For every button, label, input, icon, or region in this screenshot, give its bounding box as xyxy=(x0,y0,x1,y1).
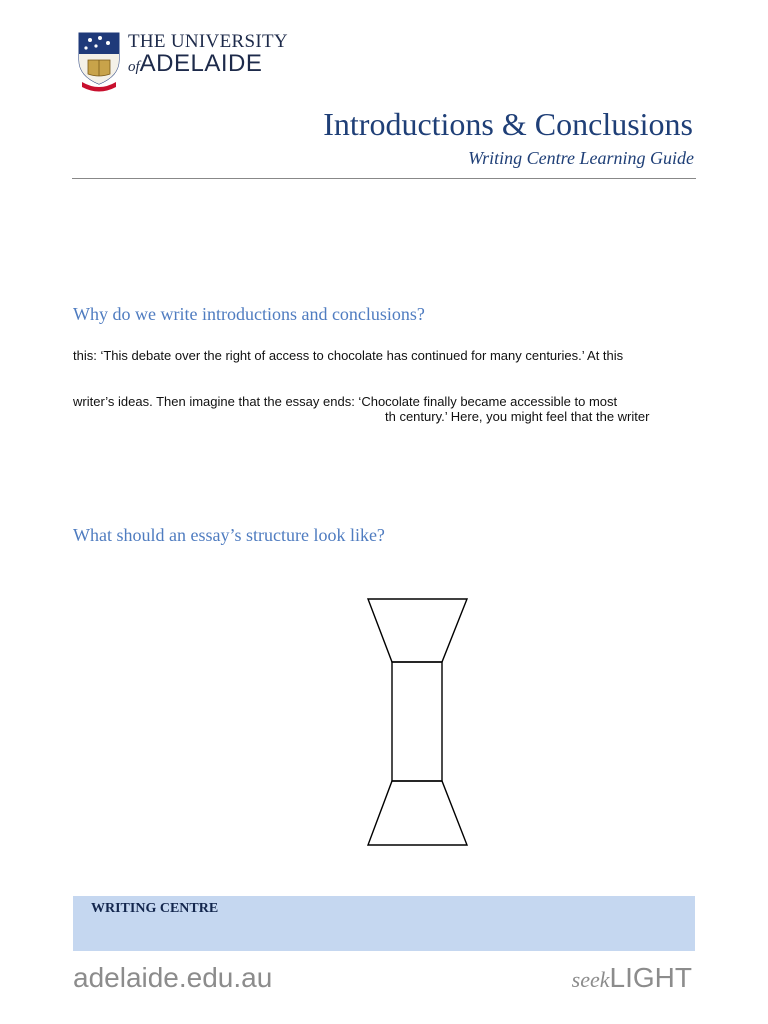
footer-tagline xyxy=(572,962,692,994)
page-subtitle: Writing Centre Learning Guide xyxy=(468,148,694,168)
tagline-seek: seek xyxy=(571,967,610,992)
page-title: Introductions & Conclusions xyxy=(323,106,693,142)
university-logo xyxy=(76,30,288,92)
section-heading-structure: What should an essay’s structure look like? xyxy=(73,525,385,545)
university-crest-icon xyxy=(76,30,122,92)
body-line: this: ‘This debate over the right of access to chocolate has continued for many centuries.’ At this xyxy=(73,348,624,363)
body-section-shape xyxy=(392,662,442,781)
footer-band-label: WRITING CENTRE xyxy=(91,901,219,916)
essay-structure-diagram xyxy=(360,592,476,852)
conclusion-funnel-shape xyxy=(368,781,467,845)
footer-band xyxy=(73,896,695,951)
introduction-funnel-shape xyxy=(368,599,467,662)
tagline-light: LIGHT xyxy=(609,962,692,993)
body-line: writer’s ideas. Then imagine that the essay ends: ‘Chocolate finally became accessible to most xyxy=(73,394,618,409)
body-line: th century.’ Here, you might feel that the writer xyxy=(385,409,650,424)
footer-url: adelaide.edu.au xyxy=(73,962,273,993)
logo-line-adelaide xyxy=(128,50,262,78)
logo-of: of xyxy=(128,59,140,75)
section-heading-why: Why do we write introductions and conclusions? xyxy=(73,304,425,324)
logo-line-university: THE UNIVERSITY xyxy=(128,31,288,52)
title-divider xyxy=(72,178,696,179)
logo-adelaide: ADELAIDE xyxy=(139,50,263,77)
